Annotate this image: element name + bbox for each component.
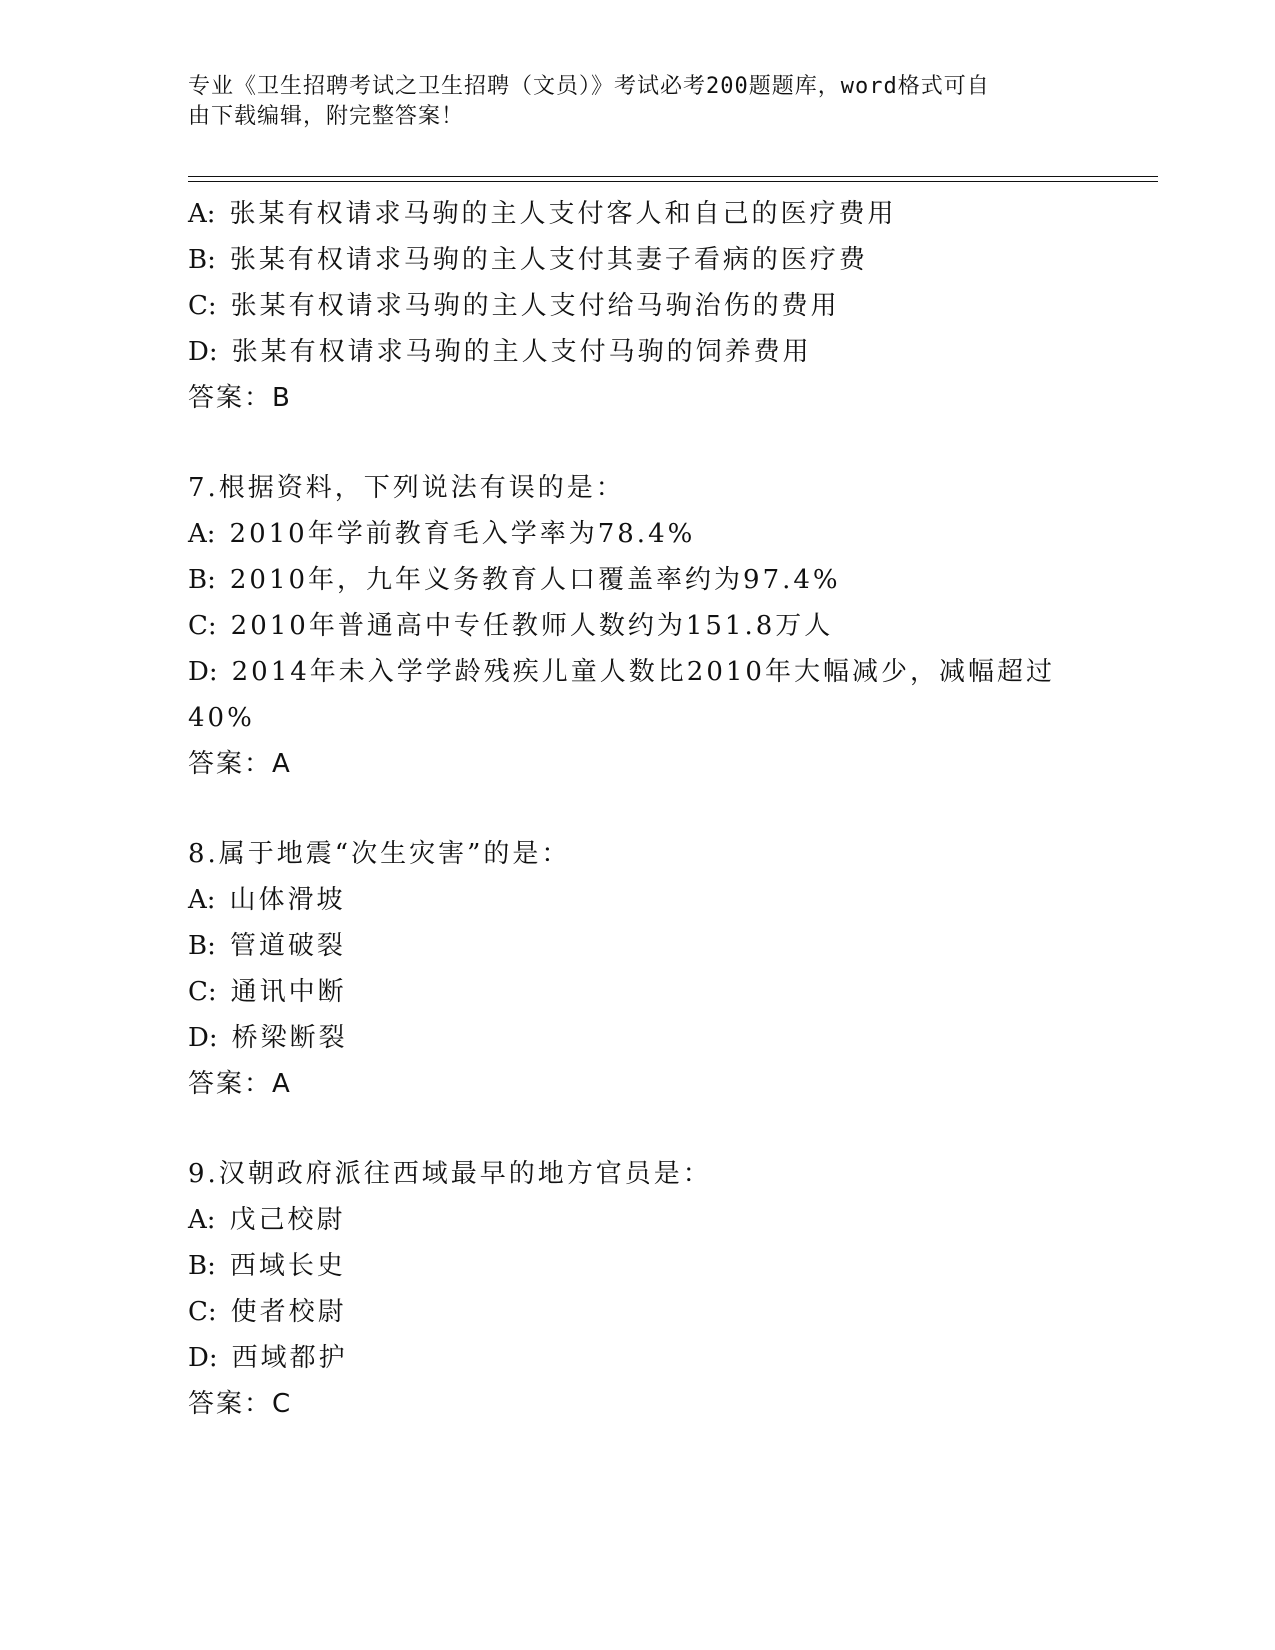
spacer xyxy=(188,421,1088,465)
option-letter: D: xyxy=(188,1023,218,1053)
option-d-continuation: 40% xyxy=(188,703,255,733)
option-b xyxy=(188,557,1088,603)
option-d xyxy=(188,329,1088,375)
option-b xyxy=(188,1243,1088,1289)
option-text: 山体滑坡 xyxy=(229,885,346,915)
option-text: 张某有权请求马驹的主人支付给马驹治伤的费用 xyxy=(230,291,840,321)
option-d xyxy=(188,649,1088,695)
header-line-2: 由下载编辑，附完整答案！ xyxy=(188,104,465,129)
header-line-1: 专业《卫生招聘考试之卫生招聘（文员）》考试必考200题题库，word格式可自 xyxy=(188,74,990,99)
option-a xyxy=(188,877,1088,923)
option-a xyxy=(188,511,1088,557)
option-letter: C: xyxy=(188,977,217,1007)
option-text: 2010年学前教育毛入学率为78.4% xyxy=(229,519,696,549)
option-text: 戊己校尉 xyxy=(229,1205,346,1235)
question-text: 7.根据资料，下列说法有误的是： xyxy=(188,473,625,503)
option-letter: D: xyxy=(188,1343,218,1373)
option-letter: D: xyxy=(188,337,218,367)
option-c xyxy=(188,969,1088,1015)
option-letter: A: xyxy=(188,1205,216,1235)
answer-line: 答案：C xyxy=(188,1389,293,1419)
option-letter: B: xyxy=(188,245,216,275)
page-header xyxy=(188,72,1068,132)
question-text: 9.汉朝政府派往西域最早的地方官员是： xyxy=(188,1159,712,1189)
option-text: 使者校尉 xyxy=(230,1297,347,1327)
option-letter: C: xyxy=(188,1297,217,1327)
answer-line: 答案：B xyxy=(188,383,292,413)
option-text: 张某有权请求马驹的主人支付客人和自己的医疗费用 xyxy=(229,199,897,229)
option-d xyxy=(188,1015,1088,1061)
option-text: 桥梁断裂 xyxy=(231,1023,348,1053)
option-text: 张某有权请求马驹的主人支付马驹的饲养费用 xyxy=(231,337,812,367)
question-content xyxy=(188,191,1088,1427)
option-c xyxy=(188,1289,1088,1335)
option-letter: B: xyxy=(188,565,216,595)
option-letter: B: xyxy=(188,931,216,961)
option-text: 2014年未入学学龄残疾儿童人数比2010年大幅减少，减幅超过 xyxy=(231,657,1055,687)
option-text: 2010年，九年义务教育人口覆盖率约为97.4% xyxy=(229,565,841,595)
option-letter: D: xyxy=(188,657,218,687)
option-text: 2010年普通高中专任教师人数约为151.8万人 xyxy=(230,611,834,641)
answer-line: 答案：A xyxy=(188,749,292,779)
question-8-block xyxy=(188,831,1088,1107)
option-text: 张某有权请求马驹的主人支付其妻子看病的医疗费 xyxy=(229,245,868,275)
option-b xyxy=(188,237,1088,283)
option-c xyxy=(188,283,1088,329)
option-text: 西域长史 xyxy=(229,1251,346,1281)
question-6-block xyxy=(188,191,1088,421)
question-text: 8.属于地震“次生灾害”的是： xyxy=(188,839,571,869)
header-divider-bottom xyxy=(188,181,1158,182)
option-a xyxy=(188,191,1088,237)
header-divider-top xyxy=(188,176,1158,177)
option-d xyxy=(188,1335,1088,1381)
option-letter: B: xyxy=(188,1251,216,1281)
spacer xyxy=(188,1107,1088,1151)
option-text: 西域都护 xyxy=(231,1343,348,1373)
option-letter: A: xyxy=(188,519,216,549)
option-text: 管道破裂 xyxy=(229,931,346,961)
answer-line: 答案：A xyxy=(188,1069,292,1099)
option-letter: C: xyxy=(188,291,217,321)
option-a xyxy=(188,1197,1088,1243)
option-c xyxy=(188,603,1088,649)
option-letter: A: xyxy=(188,885,216,915)
option-b xyxy=(188,923,1088,969)
question-7-block xyxy=(188,465,1088,787)
option-text: 通讯中断 xyxy=(230,977,347,1007)
spacer xyxy=(188,787,1088,831)
option-letter: A: xyxy=(188,199,216,229)
option-letter: C: xyxy=(188,611,217,641)
question-9-block xyxy=(188,1151,1088,1427)
